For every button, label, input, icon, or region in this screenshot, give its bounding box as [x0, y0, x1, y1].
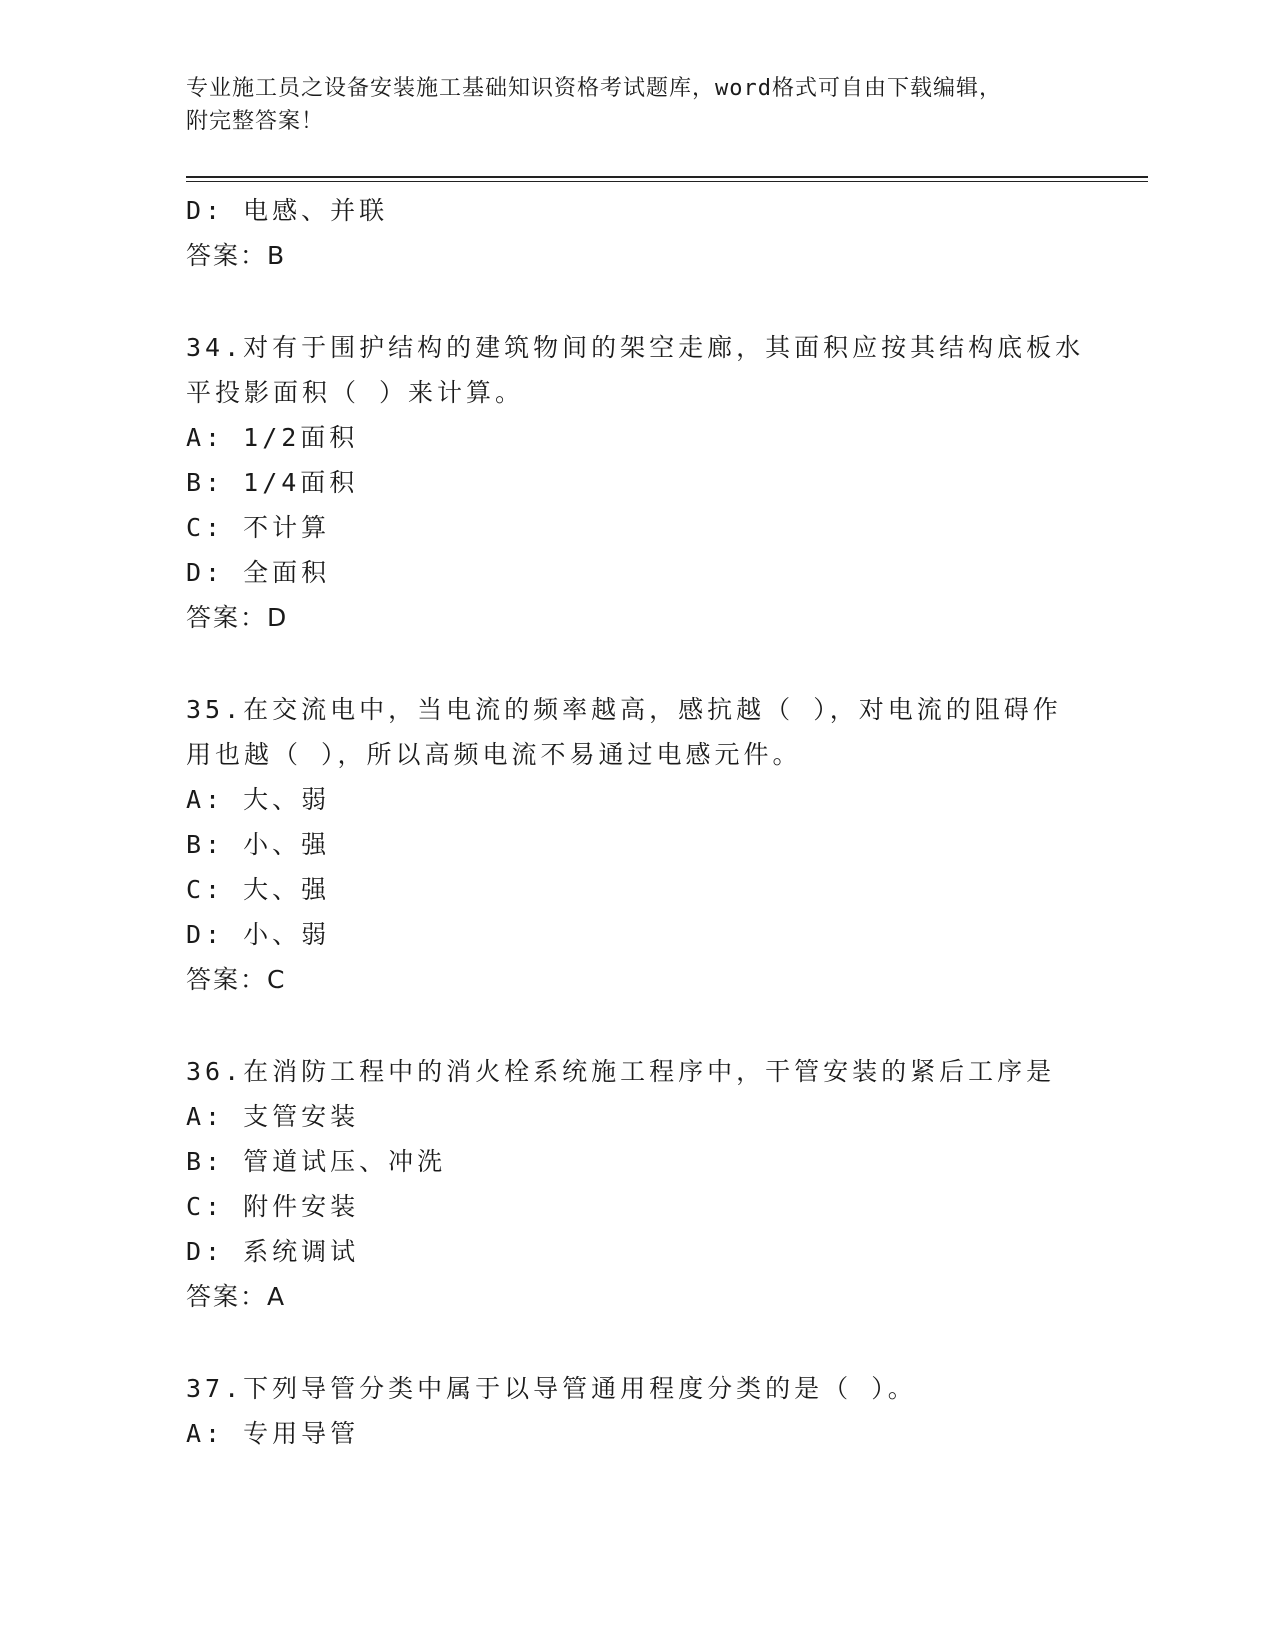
- option-c: C: 附件安装: [186, 1192, 360, 1221]
- question-block-33: [186, 188, 1086, 278]
- question-block-36: [186, 1049, 1086, 1319]
- answer-line: 答案：C: [186, 965, 287, 994]
- question-text-line-1: 34.对有于围护结构的建筑物间的架空走廊，其面积应按其结构底板水: [186, 333, 1085, 362]
- option-a: A: 大、弱: [186, 785, 331, 814]
- question-text-line-1: 37.下列导管分类中属于以导管通用程度分类的是（ ）。: [186, 1374, 917, 1403]
- option-a: A: 1/2面积: [186, 423, 359, 452]
- option-d: D: 小、弱: [186, 920, 331, 949]
- question-block-35: [186, 687, 1086, 1002]
- answer-line: 答案：D: [186, 603, 289, 632]
- header-divider-thin: [186, 181, 1148, 182]
- question-list: [186, 188, 1086, 1456]
- header-divider-thick: [186, 176, 1148, 178]
- question-text-line-2: 平投影面积（ ）来计算。: [186, 378, 525, 407]
- option-a: A: 专用导管: [186, 1419, 360, 1448]
- option-c: C: 不计算: [186, 513, 331, 542]
- question-block-37: [186, 1366, 1086, 1456]
- question-block-34: [186, 325, 1086, 640]
- option-a: A: 支管安装: [186, 1102, 360, 1131]
- header-line-1: 专业施工员之设备安装施工基础知识资格考试题库，word格式可自由下载编辑，: [186, 76, 1002, 101]
- answer-line: 答案：B: [186, 241, 287, 270]
- answer-line: 答案：A: [186, 1282, 287, 1311]
- option-d: D: 电感、并联: [186, 196, 389, 225]
- question-text-line-1: 35.在交流电中，当电流的频率越高，感抗越（ ），对电流的阻碍作: [186, 695, 1062, 724]
- document-header: [186, 72, 1086, 138]
- header-line-2: 附完整答案！: [186, 109, 325, 134]
- option-c: C: 大、强: [186, 875, 331, 904]
- option-d: D: 全面积: [186, 558, 331, 587]
- question-text-line-1: 36.在消防工程中的消火栓系统施工程序中，干管安装的紧后工序是: [186, 1057, 1056, 1086]
- option-b: B: 小、强: [186, 830, 331, 859]
- question-text-line-2: 用也越（ ），所以高频电流不易通过电感元件。: [186, 740, 802, 769]
- option-d: D: 系统调试: [186, 1237, 360, 1266]
- option-b: B: 1/4面积: [186, 468, 359, 497]
- option-b: B: 管道试压、冲洗: [186, 1147, 447, 1176]
